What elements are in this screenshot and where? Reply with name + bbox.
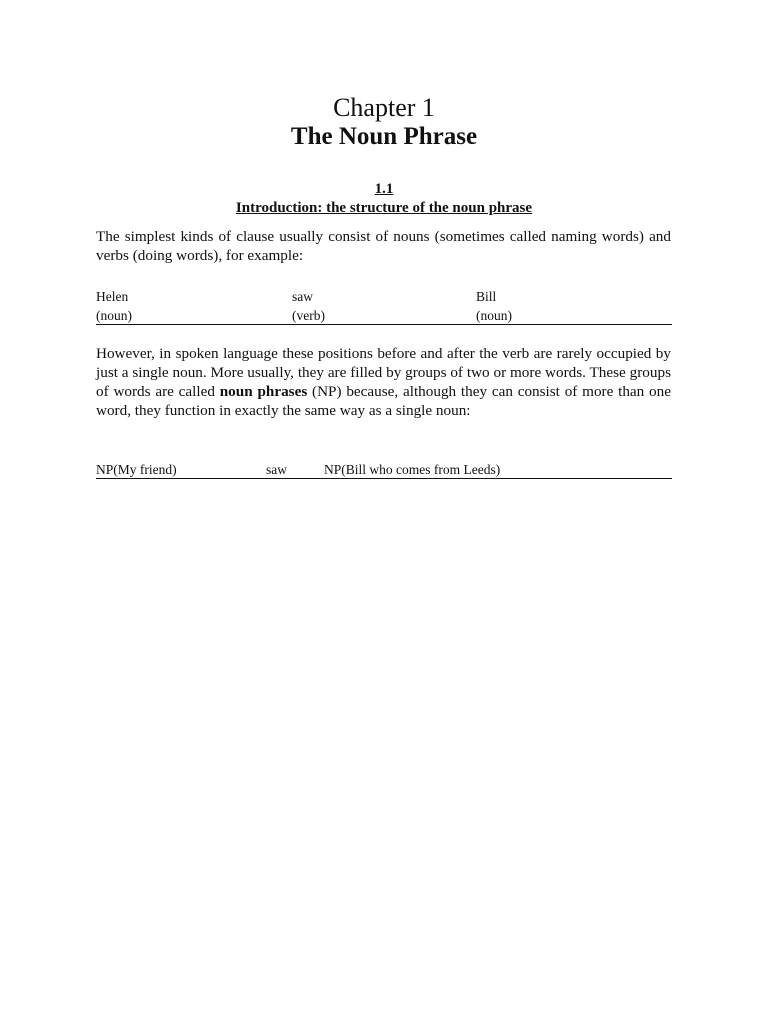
paragraph-2-text-end: (NP) because, although they can consist of more than one word, they function in exactly the same way as a single noun: (96, 383, 671, 419)
intro-paragraph: The simplest kinds of clause usually consist of nouns (sometimes called naming words) and verbs (doing words), for example: (96, 228, 671, 264)
paragraph-2-text-start: However, in spoken language these positions before and after the verb are rarely occupied by just a single noun. More usually, they are filled by groups of two or more words. These groups of words are called (96, 345, 671, 400)
example-2-object-np: NP(Bill who comes from Leeds) (324, 462, 501, 477)
section-number: 1.1 (374, 181, 394, 197)
term-noun-phrases: noun phrases (219, 383, 308, 400)
example-1-label-verb: (verb) (292, 308, 325, 323)
example-1-label-subject: (noun) (96, 308, 132, 323)
example-clause-1 (96, 288, 672, 326)
example-1-word-verb: saw (292, 289, 313, 304)
example-1-label-object: (noun) (476, 308, 512, 323)
example-2-verb: saw (266, 462, 287, 477)
example-2-underline (96, 478, 672, 479)
example-1-word-subject: Helen (96, 289, 129, 304)
chapter-title: The Noun Phrase (290, 123, 478, 150)
noun-phrase-paragraph (96, 344, 671, 420)
example-1-word-object: Bill (476, 289, 497, 304)
example-1-words-row (96, 288, 672, 307)
example-2-subject-np: NP(My friend) (96, 462, 177, 477)
chapter-label: Chapter 1 (333, 93, 435, 122)
example-1-underline (96, 324, 672, 325)
section-title: Introduction: the structure of the noun phrase (235, 200, 533, 216)
example-clause-2 (96, 461, 672, 480)
